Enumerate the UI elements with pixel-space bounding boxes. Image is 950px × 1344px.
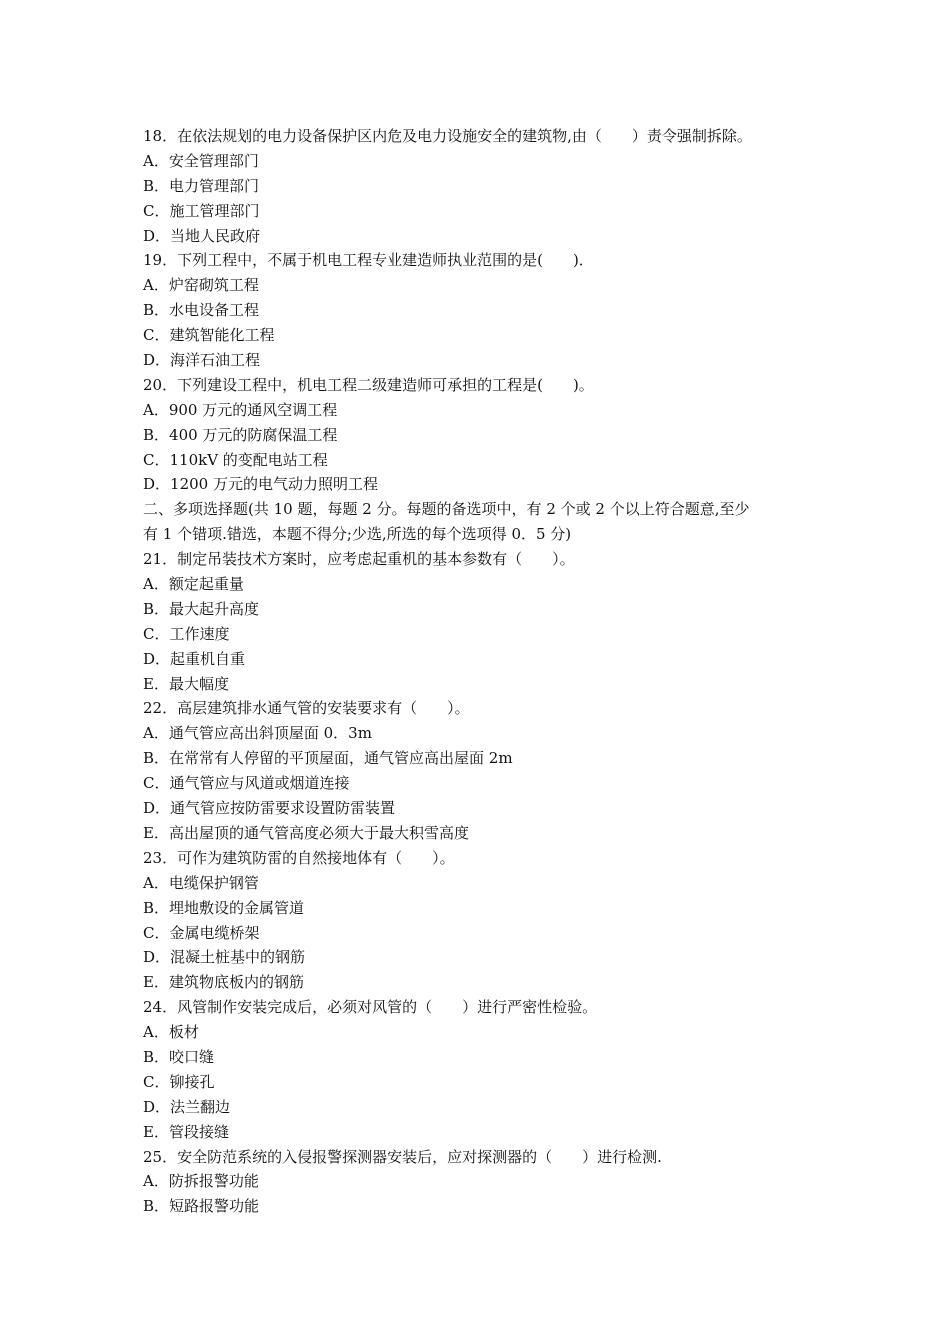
option-22-e: E．高出屋顶的通气管高度必须大于最大积雪高度: [143, 823, 469, 842]
option-19-b: B．水电设备工程: [143, 301, 260, 320]
option-19-d: D．海洋石油工程: [143, 351, 261, 370]
section-heading-line-1: 二、多项选择题(共 10 题，每题 2 分。每题的备选项中，有 2 个或 2 个以上符合题意,至少: [143, 500, 750, 519]
question-20: 20．下列建设工程中，机电工程二级建造师可承担的工程是( )。: [143, 375, 594, 394]
option-22-c: C．通气管应与风道或烟道连接: [143, 774, 350, 793]
option-21-e: E．最大幅度: [143, 674, 229, 693]
question-25: 25．安全防范系统的入侵报警探测器安装后，应对探测器的（ ）进行检测.: [143, 1147, 662, 1166]
option-24-c: C．铆接孔: [143, 1072, 215, 1091]
option-25-a: A．防拆报警功能: [143, 1172, 259, 1191]
option-23-b: B．埋地敷设的金属管道: [143, 898, 305, 917]
option-25-b: B．短路报警功能: [143, 1197, 260, 1216]
option-23-a: A．电缆保护钢管: [143, 873, 259, 892]
option-22-b: B．在常常有人停留的平顶屋面，通气管应高出屋面 2m: [143, 749, 513, 768]
option-18-a: A．安全管理部门: [143, 151, 259, 170]
option-23-c: C．金属电缆桥架: [143, 923, 260, 942]
option-20-c: C．110kV 的变配电站工程: [143, 450, 328, 469]
option-20-d: D．1200 万元的电气动力照明工程: [143, 475, 378, 494]
option-21-d: D．起重机自重: [143, 649, 246, 668]
option-24-d: D．法兰翻边: [143, 1097, 231, 1116]
option-21-c: C．工作速度: [143, 624, 230, 643]
question-24: 24．风管制作安装完成后，必须对风管的（ ）进行严密性检验。: [143, 998, 598, 1017]
question-19: 19．下列工程中，不属于机电工程专业建造师执业范围的是( )．: [143, 251, 594, 270]
option-19-a: A．炉窑砌筑工程: [143, 276, 259, 295]
option-24-e: E．管段接缝: [143, 1122, 229, 1141]
option-21-a: A．额定起重量: [143, 575, 244, 594]
option-24-b: B．咬口缝: [143, 1047, 215, 1066]
option-20-b: B．400 万元的防腐保温工程: [143, 425, 338, 444]
option-22-a: A．通气管应高出斜顶屋面 0．3m: [143, 724, 372, 743]
option-19-c: C．建筑智能化工程: [143, 326, 275, 345]
option-23-d: D．混凝土桩基中的钢筋: [143, 948, 306, 967]
option-22-d: D．通气管应按防雷要求设置防雷装置: [143, 799, 396, 818]
option-24-a: A．板材: [143, 1023, 199, 1042]
question-23: 23．可作为建筑防雷的自然接地体有（ ）。: [143, 848, 455, 867]
section-heading-line-2: 有 1 个错项.错选，本题不得分;少选,所选的每个选项得 0．5 分): [143, 525, 572, 544]
option-20-a: A．900 万元的通风空调工程: [143, 400, 338, 419]
option-18-c: C．施工管理部门: [143, 201, 260, 220]
option-21-b: B．最大起升高度: [143, 599, 260, 618]
question-18: 18．在依法规划的电力设备保护区内危及电力设施安全的建筑物,由（ ）责令强制拆除。: [143, 127, 752, 145]
option-18-b: B．电力管理部门: [143, 176, 260, 195]
option-23-e: E．建筑物底板内的钢筋: [143, 973, 304, 992]
question-text: [143, 124, 823, 1219]
question-21: 21．制定吊装技术方案时，应考虑起重机的基本参数有（ ）。: [143, 550, 575, 569]
question-22: 22．高层建筑排水通气管的安装要求有（ ）。: [143, 699, 470, 718]
option-18-d: D．当地人民政府: [143, 226, 261, 245]
